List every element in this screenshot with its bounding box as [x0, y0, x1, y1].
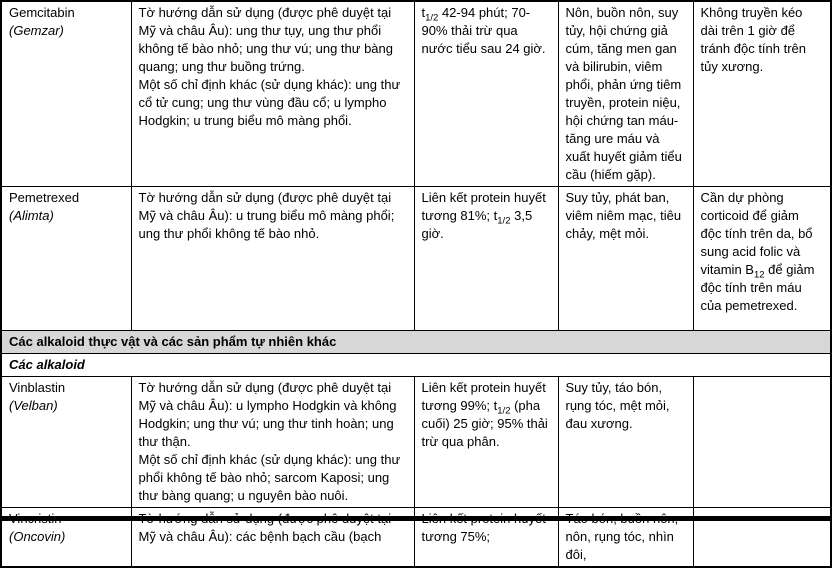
- section-header-row: [1, 331, 831, 354]
- drug-name-cell: [1, 187, 131, 331]
- section-subheader-row: [1, 354, 831, 377]
- notes-cell: Cần dự phòng corticoid để giảm độc tính trên da, bổ sung acid folic và vitamin $B_{12}$ để giảm độc tính trên máu của pemetrexed.: [693, 187, 831, 331]
- drug-name: Gemcitabin: [9, 5, 75, 20]
- pharmacokinetics-cell: tương 75%;: [414, 508, 558, 568]
- pharmacokinetics-cell: Liên kết protein huyết tương 81%; $t_{1/2}$ 3,5 giờ.: [414, 187, 558, 331]
- table-row-vinblastin: [1, 377, 831, 508]
- table-row-pemetrexed: [1, 187, 831, 331]
- notes-cell: [693, 377, 831, 508]
- drug-name: Pemetrexed: [9, 190, 80, 205]
- usage-cell: [131, 377, 414, 508]
- page-cutoff-band: [0, 516, 830, 521]
- usage-paragraph: Tờ hướng dẫn sử dụng (được phê duyệt tại Mỹ và châu Âu): u trung biểu mô màng phổi; ung thư phổi không tế bào nhỏ.: [138, 190, 395, 241]
- pharmacokinetics-cell: Liên kết protein huyết tương 99%; $t_{1/2}$ (pha cuối) 25 giờ; 95% thải trừ qua phân.: [414, 377, 558, 508]
- usage-paragraph: Mỹ và châu Âu): các bệnh bạch cầu (bạch: [138, 529, 382, 544]
- usage-paragraph: Một số chỉ định khác (sử dụng khác): ung thư cổ tử cung; ung thư vùng đầu cổ; u lympho Hodgkin; u trung biểu mô màng phổi.: [138, 77, 401, 128]
- drug-brand-name: (Velban): [9, 398, 58, 413]
- drug-brand-name: (Alimta): [9, 208, 54, 223]
- drug-brand-name: (Oncovin): [9, 529, 66, 544]
- side-effects-cell: nôn, rụng tóc, nhìn đôi,: [558, 508, 693, 568]
- side-effects-cell: Nôn, buồn nôn, suy tủy, hội chứng giả cúm, tăng men gan và bilirubin, viêm phổi, phản ứng tiêm truyền, protein niệu, hội chứng tan máu-tăng ure máu và xuất huyết giảm tiểu cầu (hiếm gặp).: [558, 1, 693, 187]
- drug-brand-name: (Gemzar): [9, 23, 64, 38]
- drug-name-cell: [1, 1, 131, 187]
- pharmacokinetics-cell: $t_{1/2}$ 42-94 phút; 70-90% thải trừ qua nước tiểu sau 24 giờ.: [414, 1, 558, 187]
- side-effects-cell: Suy tủy, phát ban, viêm niêm mạc, tiêu chảy, mệt mỏi.: [558, 187, 693, 331]
- drug-name-cell: [1, 377, 131, 508]
- usage-cell: [131, 187, 414, 331]
- section-header-plant-alkaloids: Các alkaloid thực vật và các sản phẩm tự nhiên khác: [1, 331, 831, 354]
- side-effects-cell: Suy tủy, táo bón, rụng tóc, mệt mỏi, đau xương.: [558, 377, 693, 508]
- usage-paragraph: Tờ hướng dẫn sử dụng (được phê duyệt tại Mỹ và châu Âu): u lympho Hodgkin và không Hodgkin; ung thư vú; ung thư tinh hoàn; ung thư thận.: [138, 380, 397, 449]
- usage-cell: [131, 1, 414, 187]
- usage-paragraph: Một số chỉ định khác (sử dụng khác): ung thư phổi không tế bào nhỏ; sarcom Kaposi; ung thư bàng quang; u nguyên bào nuôi.: [138, 452, 401, 503]
- drug-name: Vinblastin: [9, 380, 66, 395]
- table-row-gemcitabin: [1, 1, 831, 187]
- notes-cell: Không truyền kéo dài trên 1 giờ để tránh độc tính trên tủy xương.: [693, 1, 831, 187]
- usage-paragraph: Tờ hướng dẫn sử dụng (được phê duyệt tại Mỹ và châu Âu): ung thư tụy, ung thư phổi không tế bào nhỏ; ung thư vú; ung thư bàng quang; ung thư buồng trứng.: [138, 5, 393, 74]
- section-header-alkaloids: Các alkaloid: [1, 354, 831, 377]
